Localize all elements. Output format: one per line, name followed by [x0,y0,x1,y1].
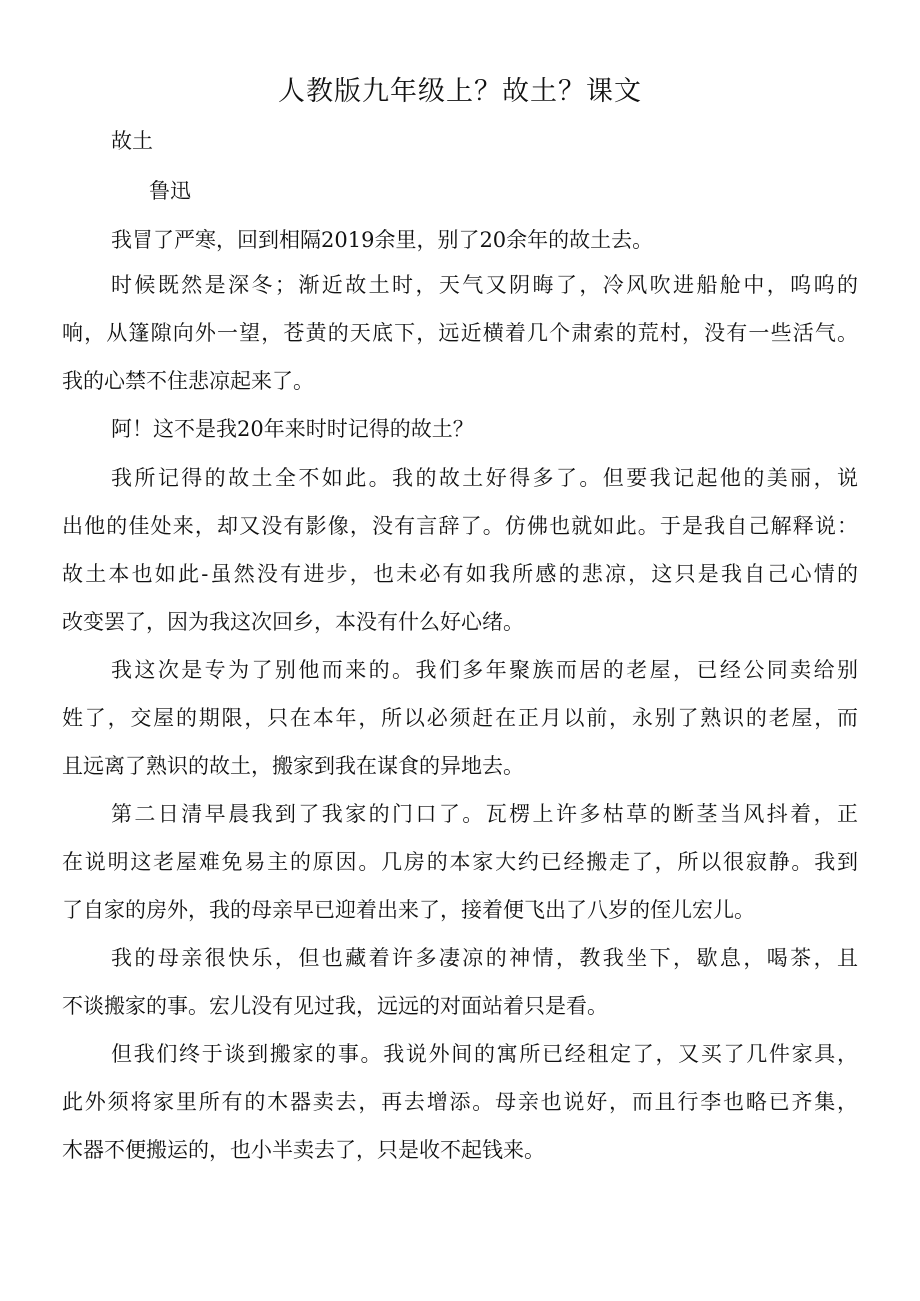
text-line: 响，从篷隙向外一望，苍黄的天底下，远近横着几个肃索的荒村，没有一些活气。 [62,321,858,345]
text-line: 我的母亲很快乐，但也藏着许多凄凉的神情，教我坐下，歇息，喝茶，且 [111,946,858,970]
text-line: 第二日清早晨我到了我家的门口了。瓦楞上许多枯草的断茎当风抖着，正 [111,802,858,826]
text-line: 不谈搬家的事。宏儿没有见过我，远远的对面站着只是看。 [62,994,608,1018]
document-title: 人教版九年级上？故土？课文 [278,76,642,107]
text-line: 木器不便搬运的，也小半卖去了，只是收不起钱来。 [62,1138,545,1162]
text-line: 姓了，交屋的期限，只在本年，所以必须赶在正月以前，永别了熟识的老屋，而 [62,706,858,730]
text-line: 故土本也如此-虽然没有进步，也未必有如我所感的悲凉，这只是我自己心情的 [62,562,858,586]
text-line: 出他的佳处来，却又没有影像，没有言辞了。仿佛也就如此。于是我自己解释说： [62,514,858,538]
text-line: 我所记得的故土全不如此。我的故土好得多了。但要我记起他的美丽，说 [111,466,858,490]
text-line: 时候既然是深冬；渐近故土时，天气又阴晦了，冷风吹进船舱中，呜呜的 [111,273,858,297]
text-line: 此外须将家里所有的木器卖去，再去增添。母亲也说好，而且行李也略已齐集， [62,1090,858,1114]
author-name: 鲁迅 [149,179,191,203]
text-line: 且远离了熟识的故土，搬家到我在谋食的异地去。 [62,754,524,778]
text-line: 但我们终于谈到搬家的事。我说外间的寓所已经租定了，又买了几件家具， [111,1042,858,1066]
text-line: 阿！这不是我20年来时时记得的故土？ [111,417,474,441]
text-line: 我冒了严寒，回到相隔2019余里，别了20余年的故土去。 [111,228,654,252]
text-line: 我的心禁不住悲凉起来了。 [62,369,314,393]
text-line: 在说明这老屋难免易主的原因。几房的本家大约已经搬走了，所以很寂静。我到 [62,850,858,874]
text-line: 我这次是专为了别他而来的。我们多年聚族而居的老屋，已经公同卖给别 [111,658,858,682]
text-line: 改变罢了，因为我这次回乡，本没有什么好心绪。 [62,610,524,634]
lesson-heading: 故土 [111,129,153,153]
text-line: 了自家的房外，我的母亲早已迎着出来了，接着便飞出了八岁的侄儿宏儿。 [62,898,755,922]
